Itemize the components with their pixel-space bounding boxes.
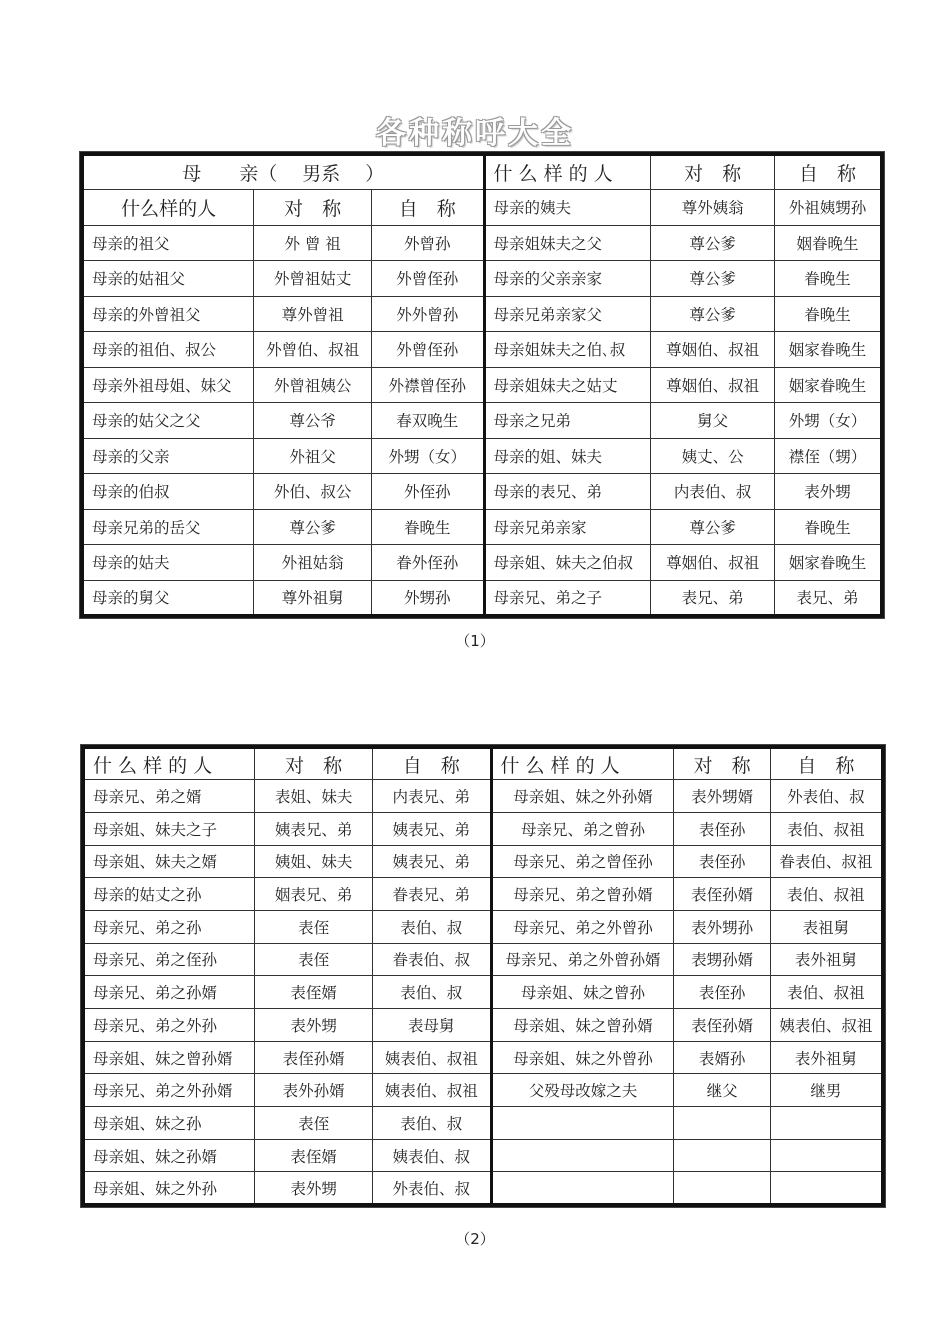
table-cell <box>674 1172 770 1205</box>
table-row <box>83 1074 883 1107</box>
table-cell: 母亲的姑丈之孙 <box>83 878 255 911</box>
table-cell: 外甥（女） <box>774 403 882 439</box>
header-cell: 对 称 <box>674 747 770 780</box>
table-cell: 眷晚生 <box>774 261 882 297</box>
table-cell: 母亲兄、弟之曾孙婿 <box>491 878 674 911</box>
table-cell: 父殁母改嫁之夫 <box>491 1074 674 1107</box>
table-cell: 眷表伯、叔 <box>372 943 491 976</box>
table-cell: 表外甥 <box>774 474 882 510</box>
table-cell: 外外曾孙 <box>371 296 484 332</box>
table-cell: 母亲兄、弟之外曾孙婿 <box>491 943 674 976</box>
table-cell: 母亲兄、弟之侄孙 <box>83 943 255 976</box>
table-cell: 姨表兄、弟 <box>372 812 491 845</box>
table-cell: 母亲姐、妹夫之子 <box>83 812 255 845</box>
table-cell: 母亲姐、妹之孙 <box>83 1107 255 1140</box>
table-cell: 内表伯、叔 <box>651 474 775 510</box>
table-cell: 姨表兄、弟 <box>372 845 491 878</box>
table-cell: 表侄婿 <box>255 1139 373 1172</box>
table-cell: 外 曾 祖 <box>254 225 372 261</box>
table-cell: 眷外侄孙 <box>371 545 484 581</box>
table-cell: 眷表兄、弟 <box>372 878 491 911</box>
header-who: 什么样的人 <box>82 190 254 226</box>
table-cell: 尊公爹 <box>651 225 775 261</box>
table-cell: 姨表伯、叔祖 <box>372 1041 491 1074</box>
table-cell: 表甥孙婿 <box>674 943 770 976</box>
table-cell: 表侄 <box>255 943 373 976</box>
table-row <box>82 225 882 261</box>
table-cell: 母亲姐、妹之曾孙婿 <box>83 1041 255 1074</box>
table-cell <box>770 1172 883 1205</box>
table-cell: 尊公爹 <box>254 509 372 545</box>
table-row <box>82 438 882 474</box>
table-row <box>82 332 882 368</box>
table-row <box>83 1172 883 1205</box>
table-cell: 尊姻伯、叔祖 <box>651 367 775 403</box>
table-cell: 继父 <box>674 1074 770 1107</box>
table-cell <box>491 1107 674 1140</box>
table-cell: 母亲姐、妹夫之伯叔 <box>484 545 651 581</box>
table-cell: 母亲姐妹夫之姑丈 <box>484 367 651 403</box>
table-cell: 眷晚生 <box>774 296 882 332</box>
table-cell: 母亲兄、弟之孙婿 <box>83 976 255 1009</box>
table-cell: 表侄孙婿 <box>255 1041 373 1074</box>
table-cell <box>491 1139 674 1172</box>
header-address: 对 称 <box>254 190 372 226</box>
table-cell: 尊外姨翁 <box>651 190 775 226</box>
table-cell: 母亲之兄弟 <box>484 403 651 439</box>
table-cell: 外襟曾侄孙 <box>371 367 484 403</box>
table-cell: 姻表兄、弟 <box>255 878 373 911</box>
table-row <box>82 509 882 545</box>
table-cell: 外祖父 <box>254 438 372 474</box>
table-cell: 表侄孙 <box>674 976 770 1009</box>
table-cell: 表伯、叔祖 <box>770 812 883 845</box>
table-cell: 尊外祖舅 <box>254 580 372 616</box>
table-cell: 母亲的伯叔 <box>82 474 254 510</box>
table-cell: 表侄 <box>255 1107 373 1140</box>
table-cell: 母亲兄、弟之孙 <box>83 910 255 943</box>
table-cell: 姨丈、公 <box>651 438 775 474</box>
table-cell: 眷晚生 <box>371 509 484 545</box>
table-row <box>83 976 883 1009</box>
table-cell: 表伯、叔 <box>372 976 491 1009</box>
table-cell: 表侄 <box>255 910 373 943</box>
table-cell: 姨姐、妹夫 <box>255 845 373 878</box>
header-self: 自 称 <box>371 190 484 226</box>
table-cell: 外甥（女） <box>371 438 484 474</box>
table-cell: 母亲的姑祖父 <box>82 261 254 297</box>
table-cell: 母亲姐、妹之曾孙 <box>491 976 674 1009</box>
table-cell: 外曾侄孙 <box>371 332 484 368</box>
table-row <box>82 474 882 510</box>
table-cell: 外表伯、叔 <box>372 1172 491 1205</box>
header-cell: 自 称 <box>372 747 491 780</box>
table-cell: 表外甥婿 <box>674 780 770 813</box>
table-cell: 尊外曾祖 <box>254 296 372 332</box>
header-cell: 什 么 样 的 人 <box>83 747 255 780</box>
table-cell: 母亲姐、妹夫之婿 <box>83 845 255 878</box>
table-cell: 母亲姐、妹之孙婿 <box>83 1139 255 1172</box>
table-cell: 母亲兄、弟之曾侄孙 <box>491 845 674 878</box>
table-cell: 母亲的祖伯、叔公 <box>82 332 254 368</box>
table-cell: 母亲兄、弟之外曾孙 <box>491 910 674 943</box>
table-cell: 母亲兄弟亲家 <box>484 509 651 545</box>
table-cell <box>770 1139 883 1172</box>
table-cell: 尊公爷 <box>254 403 372 439</box>
table-row <box>83 910 883 943</box>
table-row <box>82 403 882 439</box>
table-cell: 表侄孙婿 <box>674 1009 770 1042</box>
table-cell: 表兄、弟 <box>774 580 882 616</box>
table-cell: 母亲姐妹夫之伯､叔 <box>484 332 651 368</box>
table-cell: 姻家眷晚生 <box>774 367 882 403</box>
table-cell: 姨表伯、叔祖 <box>372 1074 491 1107</box>
table-cell: 眷表伯、叔祖 <box>770 845 883 878</box>
table-cell: 外曾侄孙 <box>371 261 484 297</box>
table-cell: 母亲的姐、妹夫 <box>484 438 651 474</box>
table-cell: 尊公爹 <box>651 296 775 332</box>
table-cell: 尊公爹 <box>651 261 775 297</box>
header-who: 什 么 样 的 人 <box>484 154 651 190</box>
table-row <box>82 545 882 581</box>
table-cell: 母亲的外曾祖父 <box>82 296 254 332</box>
table-cell: 舅父 <box>651 403 775 439</box>
table-cell: 表侄孙 <box>674 812 770 845</box>
table-cell: 母亲的舅父 <box>82 580 254 616</box>
table-cell: 表祖舅 <box>770 910 883 943</box>
table-row <box>82 296 882 332</box>
table-cell: 春双晚生 <box>371 403 484 439</box>
table-cell: 表侄婿 <box>255 976 373 1009</box>
table-cell: 表外甥 <box>255 1172 373 1205</box>
table-cell: 母亲兄、弟之外孙 <box>83 1009 255 1042</box>
table-cell: 表外甥孙 <box>674 910 770 943</box>
table-cell: 表伯、叔祖 <box>770 878 883 911</box>
relations-table-2 <box>81 745 885 1207</box>
table-row <box>82 154 882 190</box>
table-cell: 继男 <box>770 1074 883 1107</box>
table-cell: 表伯、叔祖 <box>770 976 883 1009</box>
table-row <box>83 1041 883 1074</box>
table-row <box>82 367 882 403</box>
table-cell: 外甥孙 <box>371 580 484 616</box>
table-cell: 表婿孙 <box>674 1041 770 1074</box>
table-cell: 姨表伯、叔祖 <box>770 1009 883 1042</box>
table-cell: 母亲外祖母姐、妹父 <box>82 367 254 403</box>
header-self: 自 称 <box>774 154 882 190</box>
table-cell <box>770 1107 883 1140</box>
table-cell: 表侄孙 <box>674 845 770 878</box>
table-row <box>82 261 882 297</box>
table-cell <box>674 1139 770 1172</box>
table-caption-1: （1） <box>455 632 495 650</box>
table-cell: 襟侄（甥） <box>774 438 882 474</box>
table-cell: 外曾伯、叔祖 <box>254 332 372 368</box>
table-cell: 尊公爹 <box>651 509 775 545</box>
table-cell: 外伯、叔公 <box>254 474 372 510</box>
table-row <box>82 190 882 226</box>
table-cell: 姻家眷晚生 <box>774 545 882 581</box>
table-cell: 母亲的表兄、弟 <box>484 474 651 510</box>
table-row <box>83 1009 883 1042</box>
table-cell: 外曾孙 <box>371 225 484 261</box>
page-title: 各种称呼大全 <box>376 116 574 151</box>
table-cell <box>674 1107 770 1140</box>
table-cell: 姨表伯、叔 <box>372 1139 491 1172</box>
header-row <box>83 747 883 780</box>
table-cell: 眷晚生 <box>774 509 882 545</box>
header-address: 对 称 <box>651 154 775 190</box>
table-cell: 母亲兄弟的岳父 <box>82 509 254 545</box>
table-row <box>83 1139 883 1172</box>
table-cell: 表伯、叔 <box>372 910 491 943</box>
table-cell: 母亲姐、妹之外孙婿 <box>491 780 674 813</box>
table-cell: 母亲的姨夫 <box>484 190 651 226</box>
table-cell: 表外祖舅 <box>770 1041 883 1074</box>
table-cell <box>491 1172 674 1205</box>
table-cell: 表侄孙婿 <box>674 878 770 911</box>
table-caption-2: （2） <box>455 1230 495 1248</box>
table-cell: 外曾祖姑丈 <box>254 261 372 297</box>
table-row <box>82 580 882 616</box>
table-cell: 表伯、叔 <box>372 1107 491 1140</box>
table-cell: 母亲的祖父 <box>82 225 254 261</box>
table-cell: 外祖姑翁 <box>254 545 372 581</box>
header-cell: 自 称 <box>770 747 883 780</box>
table-cell: 母亲姐、妹之外曾孙 <box>491 1041 674 1074</box>
table-cell: 母亲姐、妹之外孙 <box>83 1172 255 1205</box>
table-cell: 姨表兄、弟 <box>255 812 373 845</box>
table-cell: 表兄、弟 <box>651 580 775 616</box>
table-body <box>83 747 883 1205</box>
table-body <box>82 225 882 616</box>
table-cell: 母亲姐妹夫之父 <box>484 225 651 261</box>
table-cell: 母亲的父亲亲家 <box>484 261 651 297</box>
header-cell: 什 么 样 的 人 <box>491 747 674 780</box>
mother-male-header: 母 亲（ 男系 ） <box>82 154 484 190</box>
table-cell: 外表伯、叔 <box>770 780 883 813</box>
table-cell: 表姐、妹夫 <box>255 780 373 813</box>
table-cell: 母亲姐、妹之曾孙婿 <box>491 1009 674 1042</box>
table-row <box>83 780 883 813</box>
table-cell: 尊姻伯、叔祖 <box>651 545 775 581</box>
table-cell: 外曾祖姨公 <box>254 367 372 403</box>
table-cell: 尊姻伯、叔祖 <box>651 332 775 368</box>
table-cell: 母亲兄弟亲家父 <box>484 296 651 332</box>
table-row <box>83 845 883 878</box>
table-cell: 母亲兄、弟之外孙婿 <box>83 1074 255 1107</box>
table-cell: 表外甥 <box>255 1009 373 1042</box>
table-cell: 姻家眷晚生 <box>774 332 882 368</box>
table-row <box>83 1107 883 1140</box>
table-cell: 表外祖舅 <box>770 943 883 976</box>
table-cell: 姻眷晚生 <box>774 225 882 261</box>
table-cell: 表外孙婿 <box>255 1074 373 1107</box>
table-row <box>83 812 883 845</box>
table-cell: 母亲兄、弟之婿 <box>83 780 255 813</box>
table-cell: 外侄孙 <box>371 474 484 510</box>
table-cell: 母亲的姑父之父 <box>82 403 254 439</box>
table-cell: 母亲的姑夫 <box>82 545 254 581</box>
header-cell: 对 称 <box>255 747 373 780</box>
table-row <box>83 878 883 911</box>
table-cell: 外祖姨甥孙 <box>774 190 882 226</box>
table-cell: 母亲的父亲 <box>82 438 254 474</box>
table-row <box>83 943 883 976</box>
table-cell: 母亲兄、弟之子 <box>484 580 651 616</box>
table-cell: 表母舅 <box>372 1009 491 1042</box>
table-cell: 内表兄、弟 <box>372 780 491 813</box>
table-cell: 母亲兄、弟之曾孙 <box>491 812 674 845</box>
relations-table-1 <box>80 152 884 618</box>
